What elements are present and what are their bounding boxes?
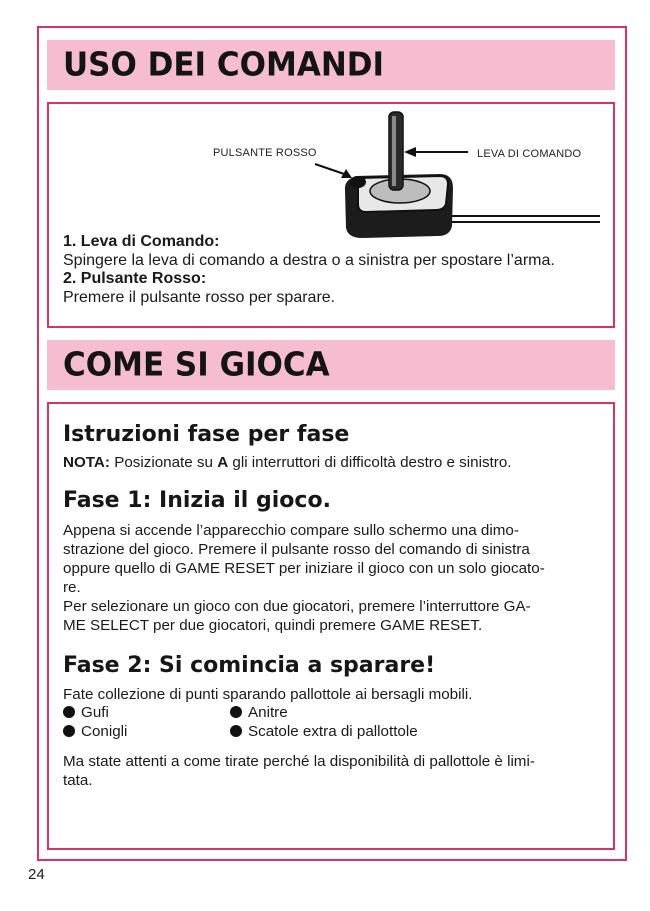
note-line: NOTA: Posizionate su A gli interruttori di difficoltà destro e sinistro. — [63, 454, 512, 471]
instructions-heading: Istruzioni fase per fase — [63, 422, 350, 447]
bullet-icon — [63, 706, 75, 718]
target-item: Scatole extra di pallottole — [230, 722, 418, 741]
phase2-intro: Fate collezione di punti sparando pallottole ai bersagli mobili. — [63, 686, 473, 703]
phase1-text: Appena si accende l’apparecchio compare sullo schermo una dimo- strazione del gioco. Premere il pulsante rosso del comando di sinistra oppure quello di GAME RESET per iniziare il gioco con un solo giocato- re. Per selezionare un gioco con due giocatori, premere l’interruttore GA- ME SELECT per due giocatori, quindi premere GAME RESET. — [63, 522, 545, 634]
phase2-title: Fase 2: Si comincia a sparare! — [63, 653, 436, 678]
label-red-button: PULSANTE ROSSO — [213, 147, 317, 159]
warning-text: Ma state attenti a come tirate perché la disponibilità di pallottole è limi- tata. — [63, 753, 535, 789]
section-title-controls: USO DEI COMANDI — [63, 46, 385, 84]
item1-title: 1. Leva di Comando: — [63, 233, 220, 250]
target-item: Anitre — [230, 703, 288, 722]
joystick-illustration — [300, 108, 605, 248]
bullet-icon — [230, 706, 242, 718]
target-item: Gufi — [63, 703, 109, 722]
page-number: 24 — [28, 866, 45, 883]
item1-text: Spingere la leva di comando a destra o a sinistra per spostare l’arma. — [63, 252, 555, 269]
target-item: Conigli — [63, 722, 127, 741]
bullet-icon — [63, 725, 75, 737]
phase1-title: Fase 1: Inizia il gioco. — [63, 488, 331, 513]
section-banner-controls — [47, 40, 615, 90]
bullet-icon — [230, 725, 242, 737]
section-banner-howtoplay — [47, 340, 615, 390]
item2-text: Premere il pulsante rosso per sparare. — [63, 289, 336, 306]
section-title-howtoplay: COME SI GIOCA — [63, 346, 330, 384]
label-control-lever: LEVA DI COMANDO — [477, 148, 582, 160]
item2-title: 2. Pulsante Rosso: — [63, 270, 207, 287]
